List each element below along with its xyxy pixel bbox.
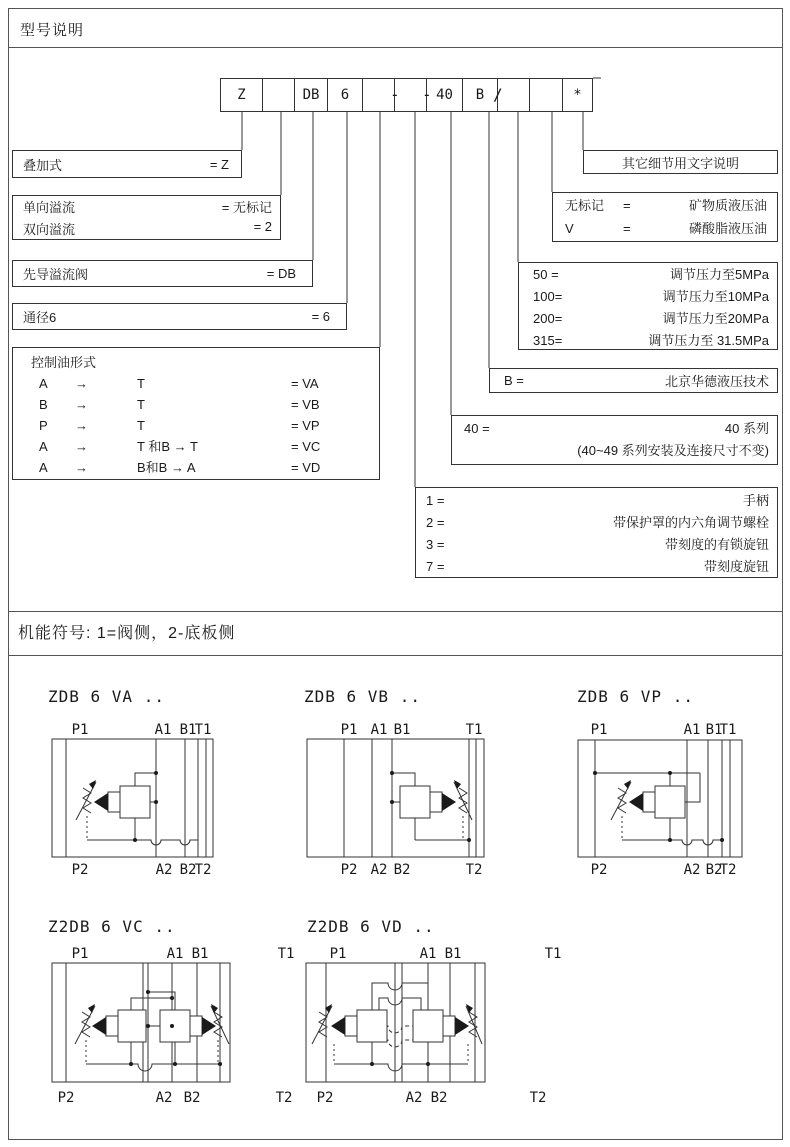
- control-from: B: [39, 397, 48, 412]
- section-divider: [8, 611, 782, 612]
- series-key: 40 =: [464, 421, 490, 436]
- port-label: P1: [71, 722, 89, 738]
- fluid-value: 磷酸脂液压油: [688, 221, 767, 236]
- port-label: T1: [719, 722, 737, 738]
- diagram-title: Z2DB 6 VC ..: [48, 917, 176, 936]
- port-label: B1: [191, 946, 209, 962]
- port-label: A1: [419, 946, 437, 962]
- port-label: B2: [705, 862, 723, 878]
- relief-valve-symbol: [75, 1004, 146, 1044]
- box-label: 单向溢流: [23, 200, 76, 215]
- port-label: P2: [57, 1090, 75, 1106]
- box-fluid-type: [552, 192, 778, 242]
- port-label: B2: [430, 1090, 448, 1106]
- code-dash: -: [422, 85, 432, 104]
- box-control-oil: [12, 347, 380, 480]
- relief-valve-symbol: [76, 780, 150, 820]
- port-label: B2: [179, 862, 197, 878]
- relief-valve-symbol: [413, 1004, 482, 1044]
- box-brand: [489, 368, 778, 393]
- page-title: 型号说明: [20, 22, 85, 39]
- box-stacked-type: [12, 150, 242, 178]
- arrow-icon: →: [75, 460, 88, 475]
- valve-body: [307, 739, 484, 857]
- model-code-cell: 40: [426, 78, 463, 112]
- pressure-value: 调节压力至 31.5MPa: [648, 333, 769, 348]
- diagram-title: ZDB 6 VA ..: [48, 687, 165, 706]
- control-from: A: [39, 460, 48, 475]
- diagram-title: Z2DB 6 VD ..: [307, 917, 435, 936]
- box-pilot-valve: [12, 260, 313, 287]
- control-from: A: [39, 376, 48, 391]
- fluid-value: 矿物质液压油: [688, 198, 767, 213]
- port-label: P1: [71, 946, 89, 962]
- control-from: A: [39, 439, 48, 454]
- box-series: [451, 415, 778, 465]
- control-code: = VP: [291, 418, 320, 433]
- arrow-icon: →: [75, 418, 88, 433]
- port-label: A1: [370, 722, 388, 738]
- port-label: B1: [179, 722, 197, 738]
- port-label: P2: [71, 862, 89, 878]
- box-flow-direction: [12, 195, 281, 240]
- adjust-value: 手柄: [742, 493, 769, 508]
- port-label: B1: [705, 722, 723, 738]
- box-nominal-size: [12, 303, 347, 330]
- adjust-value: 带保护罩的内六角调节螺栓: [612, 515, 769, 530]
- section-divider: [8, 655, 782, 656]
- port-label: T2: [275, 1090, 293, 1106]
- brand-value: 北京华德液压技术: [664, 374, 769, 389]
- valve-body: [52, 963, 230, 1082]
- box-label: 叠加式: [23, 157, 63, 173]
- box-value: = Z: [209, 156, 229, 172]
- code-slash: /: [493, 85, 503, 104]
- port-label: P2: [590, 862, 608, 878]
- control-code: = VA: [291, 376, 319, 391]
- port-label: A2: [155, 862, 173, 878]
- control-to: T: [137, 376, 145, 391]
- pressure-key: 100=: [533, 289, 563, 304]
- model-code-cell: 6: [327, 78, 363, 112]
- port-label: T1: [544, 946, 562, 962]
- box-adjustment-element: [415, 487, 778, 578]
- port-label: A2: [155, 1090, 173, 1106]
- diagram-zdb6vp: [532, 676, 790, 906]
- port-label: P2: [316, 1090, 334, 1106]
- series-note: (40~49 系列安装及连接尺寸不变): [577, 443, 769, 458]
- port-label: T1: [194, 722, 212, 738]
- control-from: P: [39, 418, 48, 433]
- diagram-zdb6va: [24, 676, 276, 906]
- control-to: T: [137, 418, 145, 433]
- model-code-cell: [529, 78, 563, 112]
- diagram-zdb6vb: [278, 676, 530, 906]
- box-other-details: [583, 150, 778, 174]
- box-value: = DB: [266, 266, 296, 281]
- fluid-eq: =: [623, 221, 631, 236]
- fluid-eq: =: [623, 198, 631, 213]
- port-label: P1: [329, 946, 347, 962]
- brand-key: B =: [504, 373, 524, 388]
- port-label: P2: [340, 862, 358, 878]
- pressure-key: 50 =: [533, 267, 559, 282]
- control-code: = VC: [291, 439, 321, 454]
- model-code-cell: B: [462, 78, 498, 112]
- diagram-title: ZDB 6 VB ..: [304, 687, 421, 706]
- adjust-key: 7 =: [426, 559, 445, 574]
- relief-valve-symbol: [400, 780, 472, 820]
- port-label: B1: [393, 722, 411, 738]
- model-code-cell: *: [562, 78, 593, 112]
- port-label: B2: [393, 862, 411, 878]
- control-to: B和B → A: [137, 460, 196, 475]
- fluid-key: 无标记: [565, 198, 605, 213]
- series-value: 40 系列: [724, 421, 769, 436]
- valve-body: [306, 963, 485, 1082]
- model-code-cell: Z: [220, 78, 263, 112]
- port-label: T1: [277, 946, 294, 962]
- adjust-value: 带刻度旋钮: [703, 559, 769, 574]
- control-code: = VD: [291, 460, 321, 475]
- port-label: T1: [465, 722, 483, 738]
- port-label: A2: [405, 1090, 423, 1106]
- port-label: A1: [154, 722, 172, 738]
- valve-body: [52, 739, 213, 857]
- model-code-cell: DB: [294, 78, 328, 112]
- control-to: T 和B → T: [137, 439, 198, 454]
- port-label: A2: [370, 862, 388, 878]
- adjust-value: 带刻度的有锁旋钮: [664, 537, 769, 552]
- control-oil-title: 控制油形式: [31, 355, 97, 370]
- box-label: 双向溢流: [23, 222, 76, 237]
- diagram-z2db6vc: [24, 906, 294, 1140]
- port-label: A2: [683, 862, 701, 878]
- relief-valve-symbol: [312, 1004, 387, 1044]
- adjust-key: 1 =: [426, 493, 445, 508]
- diagram-title: ZDB 6 VP ..: [577, 687, 694, 706]
- box-pressure-rating: [518, 262, 778, 350]
- control-code: = VB: [291, 397, 320, 412]
- port-label: T2: [465, 862, 483, 878]
- box-label: 通径6: [23, 310, 57, 325]
- box-label: 先导溢流阀: [23, 267, 89, 282]
- box-value: = 2: [253, 219, 272, 234]
- port-label: A1: [166, 946, 184, 962]
- port-label: P1: [590, 722, 608, 738]
- pressure-value: 调节压力至20MPa: [662, 311, 769, 326]
- port-label: B2: [183, 1090, 201, 1106]
- code-dash: -: [390, 85, 400, 104]
- port-label: T2: [194, 862, 212, 878]
- pressure-key: 200=: [533, 311, 563, 326]
- control-to: T: [137, 397, 145, 412]
- arrow-icon: →: [75, 376, 88, 391]
- box-value: = 6: [311, 309, 330, 324]
- model-code-cell: [262, 78, 295, 112]
- port-label: B1: [444, 946, 462, 962]
- adjust-key: 2 =: [426, 515, 445, 530]
- relief-valve-symbol: [611, 780, 685, 820]
- arrow-icon: →: [75, 397, 88, 412]
- diagram-z2db6vd: [275, 906, 578, 1140]
- port-label: T2: [719, 862, 737, 878]
- box-label: 其它细节用文字说明: [621, 155, 739, 171]
- port-label: T2: [529, 1090, 547, 1106]
- fluid-key: V: [565, 221, 574, 236]
- port-label: P1: [340, 722, 358, 738]
- symbols-heading: 机能符号: 1=阀侧，2-底板侧: [18, 625, 236, 642]
- adjust-key: 3 =: [426, 537, 445, 552]
- arrow-icon: →: [75, 439, 88, 454]
- pressure-key: 315=: [533, 333, 563, 348]
- relief-valve-symbol: [160, 1004, 229, 1044]
- box-value: = 无标记: [221, 200, 272, 215]
- port-label: A1: [683, 722, 701, 738]
- valve-body: [578, 740, 742, 857]
- pressure-value: 调节压力至10MPa: [662, 289, 769, 304]
- pressure-value: 调节压力至5MPa: [670, 267, 769, 282]
